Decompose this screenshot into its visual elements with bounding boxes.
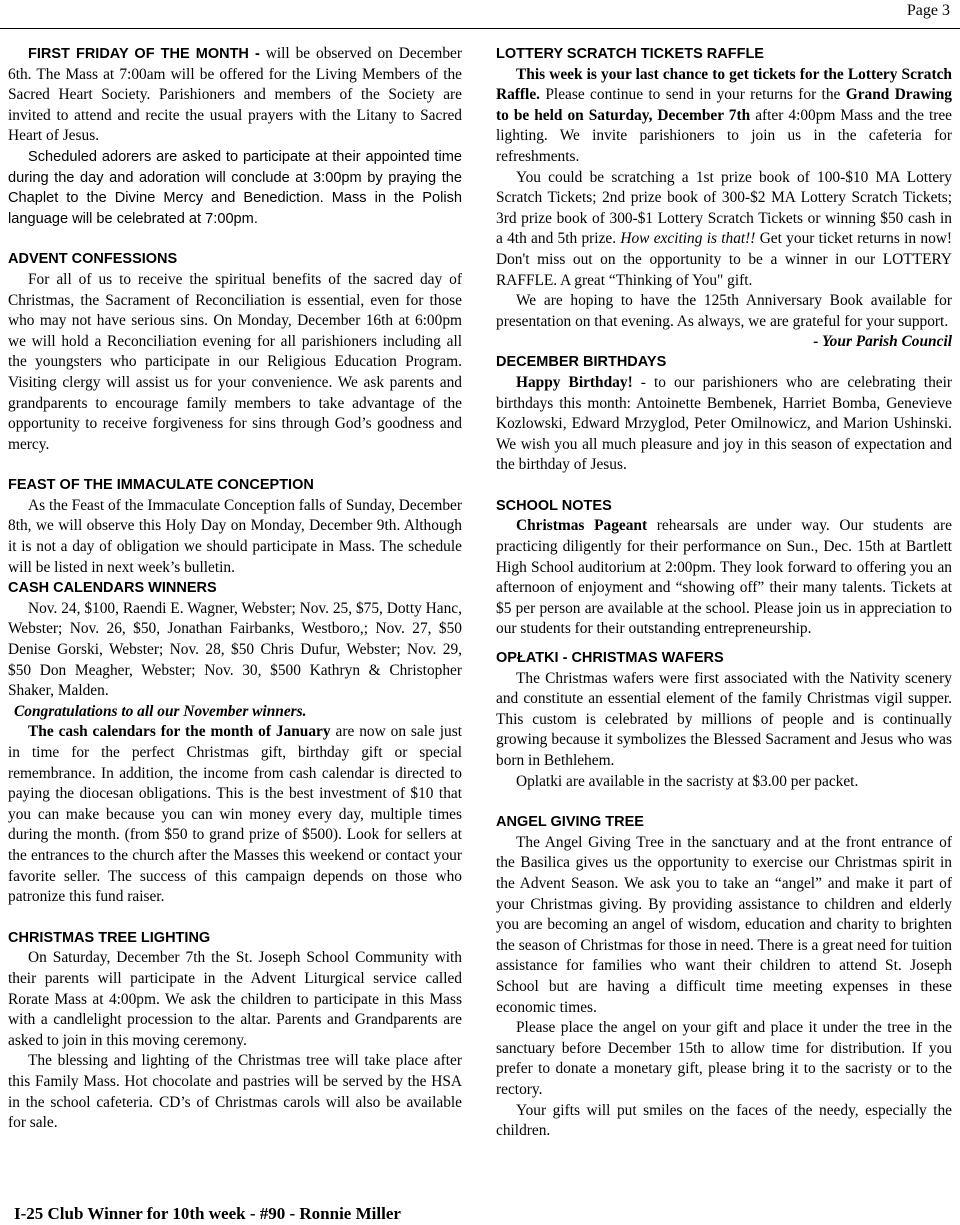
angel-tree-p3: Your gifts will put smiles on the faces of the needy, especially the children.: [496, 1101, 952, 1140]
cash-calendars-congrats: Congratulations to all our November winners.: [14, 702, 307, 720]
tree-lighting-title: CHRISTMAS TREE LIGHTING: [8, 929, 211, 946]
angel-tree-p2: Please place the angel on your gift and place it under the tree in the sanctuary before December 15th to allow time for distribution. If you prefer to donate a monetary gift, please bring it to the sacristy or to the rectory.: [496, 1019, 952, 1098]
advent-confessions-title: ADVENT CONFESSIONS: [8, 251, 178, 268]
spacer: [8, 908, 462, 928]
left-column: [8, 44, 462, 1134]
immaculate-conception-title: FEAST OF THE IMMACULATE CONCEPTION: [8, 477, 314, 494]
lottery-p2: [496, 168, 952, 292]
lottery-p1-rest: after 4:00pm Mass and the tree lighting. We invite parishioners to join us in the cafeteria for refreshments.: [496, 106, 953, 165]
angel-tree-title: ANGEL GIVING TREE: [496, 814, 644, 831]
spacer: [496, 792, 952, 812]
cash-calendars-title: CASH CALENDARS WINNERS: [8, 580, 217, 597]
january-calendars-text: are now on sale just in time for the perfect Christmas gift, birthday gift or special remembrance. In addition, the income from cash calendar is directed to paying the diocesan obligations. This is the best investment of $10 that you can make because you can win money every day, multiple times during the month. (from $50 to grand prize of $500). Look for sellers at the entrances to the church after the Masses this weekend or contact your favorite seller. The success of this campaign depends on those who patronize this fund raiser.: [8, 723, 462, 906]
lottery-p1: [496, 65, 952, 168]
lottery-p3: [496, 291, 952, 351]
first-friday-title: FIRST FRIDAY OF THE MONTH -: [28, 46, 260, 62]
lottery-anniversary: We are hoping to have the 125th Anniversary Book available for presentation on that evening. As always, we are grateful for your support.: [496, 292, 952, 330]
cash-calendars-winners: Nov. 24, $100, Raendi E. Wagner, Webster; Nov. 25, $75, Dotty Hanc, Webster; Nov. 26, $50, Jonathan Fairbanks, Westboro,; Nov. 27, $50 Denise Gorski, Webster; Nov. 28, $50 Chris Dufur, Webster; Nov. 29, $50 Don Meagher, Webster; Nov. 30, $500 Kathryn & Christopher Shaker, Malden.: [8, 599, 462, 700]
oplatki-title: OPŁATKI - CHRISTMAS WAFERS: [496, 650, 724, 667]
first-friday-text: will be observed on December 6th. The Mass at 7:00am will be offered for the Living Members of the Sacred Heart Society. Parishioners and members of the Society are invited to attend and recite the usual prayers with the Litany to Sacred Heart of Jesus.: [8, 45, 463, 145]
lottery-last-chance: This week is your last chance to get tickets for the Lottery Scratch Raffle.: [496, 65, 952, 104]
spacer: [496, 640, 952, 648]
angel-tree-p1: The Angel Giving Tree in the sanctuary and at the front entrance of the Basilica gives us the opportunity to exercise our Christmas spirit in the Advent Season. We ask you to take an “angel” and make it part of your Christmas giving. By providing assistance to children and elderly you are becoming an angel of wisdom, education and charity to brighten the season of Christmas for those in need. There is a great need for tuition assistance for families who want their children to attend St. Joseph School but are having a difficult time meeting expenses in these economic times.: [496, 833, 952, 1016]
school-notes-title: SCHOOL NOTES: [496, 497, 612, 514]
lottery-p2-rest: Get your ticket returns in now! Don't miss out on the opportunity to be a winner in our LOTTERY RAFFLE. A great “Thinking of You" gift.: [496, 230, 953, 289]
lottery-prizes: You could be scratching a 1st prize book of 100-$10 MA Lottery Scratch Tickets; 2nd prize book of 300-$2 MA Lottery Scratch Tickets; 3rd prize book of 300-$1 Lottery Scratch Tickets or winning $50 cash in a 4th and 5th prize.: [496, 168, 952, 248]
lottery-title: LOTTERY SCRATCH TICKETS RAFFLE: [496, 46, 764, 62]
parish-council-signature: - Your Parish Council: [813, 333, 952, 351]
spacer: [8, 455, 462, 475]
birthdays-body: [496, 373, 952, 476]
lottery-exciting: How exciting is that!!: [620, 230, 756, 248]
january-calendars-lead: The cash calendars for the month of January: [28, 723, 331, 741]
right-column: [496, 44, 952, 1142]
page-number: Page 3: [906, 2, 950, 19]
header-rule: [0, 28, 960, 29]
school-notes-text: rehearsals are under way. Our students are practicing diligently for their performance on Sun., Dec. 15th at Bartlett High School auditorium at 2:00pm. They look forward to offering you an afternoon of enjoyment and “showing off” their many talents. Tickets at $5 per person are available at the school. Please join us in appreciation to our students for their outstanding entrepreneurship.: [496, 517, 952, 638]
club-winner-line: I-25 Club Winner for 10th week - #90 - Ronnie Miller: [14, 1204, 401, 1223]
lottery-p1-mid: Please continue to send in your returns for the: [540, 86, 846, 104]
advent-confessions-body: For all of us to receive the spiritual benefits of the sacred day of Christmas, the Sacrament of Reconciliation is essential, even for those who may not have serious sins. On Monday, December 16th at 6:00pm we will hold a Reconciliation evening for all parishioners including all the youngsters who participate in our Religious Education Program. Visiting clergy will assist us for your convenience. We ask parents and grandparents to encourage family members to take advantage of the opportunity to receive forgiveness for sins through God’s goodness and mercy.: [8, 270, 462, 453]
first-friday-paragraph: [8, 44, 462, 147]
birthdays-title: DECEMBER BIRTHDAYS: [496, 354, 667, 371]
birthdays-text: - to our parishioners who are celebrating their birthdays this month: Antoinette Bembenek, Harriet Bomba, Genevieve Kozlowski, Edward Mrzyglod, Peter Omilnowicz, and Marion Ushinski. We wish you all much pleasure and joy in this season of expectation and the birthday of Jesus.: [496, 373, 953, 474]
tree-lighting-p1: On Saturday, December 7th the St. Joseph School Community with their parents will participate in the Advent Liturgical service called Rorate Mass at 4:00pm. We ask the children to participate in this Mass with a candlelight procession to the altar. Parents and Grandparents are asked to join in this moving ceremony.: [8, 949, 462, 1049]
school-notes-body: [496, 516, 952, 640]
lottery-grand-drawing: Grand Drawing to be held on Saturday, December 7th: [496, 86, 952, 124]
oplatki-p2: Oplatki are available in the sacristy at $3.00 per packet.: [516, 772, 859, 790]
adoration-paragraph: Scheduled adorers are asked to participate at their appointed time during the day and adoration will conclude at 3:00pm by praying the Chaplet to the Divine Mercy and Benediction. Mass in the Polish language will be celebrated at 7:00pm.: [8, 148, 462, 227]
christmas-pageant: Christmas Pageant: [516, 517, 648, 535]
january-calendars-paragraph: [8, 722, 462, 907]
tree-lighting-p2: The blessing and lighting of the Christmas tree will take place after this Family Mass. Hot chocolate and pastries will be served by the HSA in the school cafeteria. CD’s of Christmas carols will also be available for sale.: [8, 1052, 462, 1132]
happy-birthday: Happy Birthday!: [516, 373, 633, 391]
page-header: [0, 0, 960, 30]
spacer: [496, 476, 952, 496]
spacer: [8, 229, 462, 249]
oplatki-p1: The Christmas wafers were first associated with the Nativity scenery and constitute an essential element of the family Christmas vigil supper. This custom is celebrated by millions of people and is continually growing because it symbolizes the Blessed Sacrament and Jesus who was born in Bethlehem.: [496, 669, 952, 769]
immaculate-conception-body: As the Feast of the Immaculate Conception falls of Sunday, December 8th, we will observe this Holy Day on Monday, December 9th. Although it is not a day of obligation we should participate in Mass. The schedule will be listed in next week’s bulletin.: [8, 496, 462, 576]
